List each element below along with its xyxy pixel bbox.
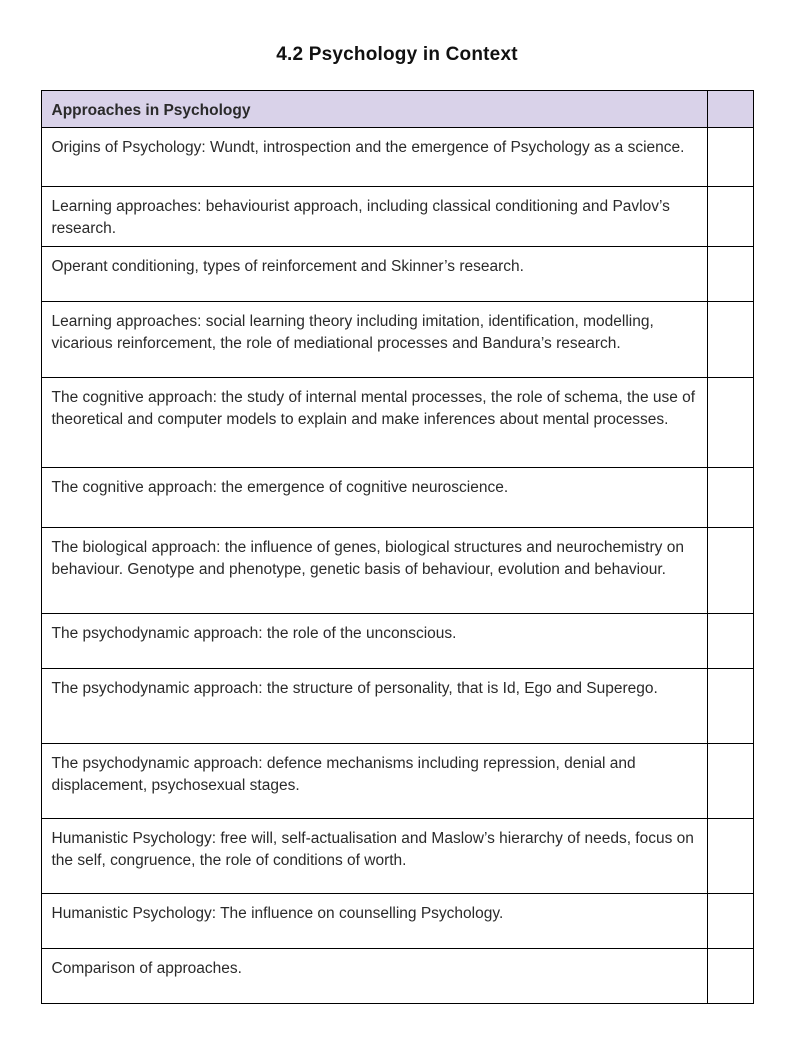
topic-cell: The psychodynamic approach: defence mechanisms including repression, denial and displacement, psychosexual stages. bbox=[41, 744, 707, 819]
table-row bbox=[41, 894, 753, 949]
table-header-row bbox=[41, 91, 753, 128]
table-row bbox=[41, 128, 753, 187]
table-row bbox=[41, 744, 753, 819]
topic-cell: Comparison of approaches. bbox=[41, 949, 707, 1004]
table-header-check-cell bbox=[707, 91, 753, 128]
table-row bbox=[41, 614, 753, 669]
check-cell bbox=[707, 247, 753, 302]
check-cell bbox=[707, 378, 753, 468]
table-row bbox=[41, 528, 753, 614]
topic-cell: Humanistic Psychology: The influence on counselling Psychology. bbox=[41, 894, 707, 949]
topic-cell: The biological approach: the influence of genes, biological structures and neurochemistry on behaviour. Genotype and phenotype, genetic basis of behaviour, evolution and behaviour. bbox=[41, 528, 707, 614]
check-cell bbox=[707, 468, 753, 528]
table-row bbox=[41, 247, 753, 302]
table-body bbox=[41, 128, 753, 1004]
check-cell bbox=[707, 302, 753, 378]
checklist-table bbox=[41, 90, 754, 1004]
topic-cell: Learning approaches: behaviourist approach, including classical conditioning and Pavlov’s research. bbox=[41, 187, 707, 247]
check-cell bbox=[707, 949, 753, 1004]
check-cell bbox=[707, 528, 753, 614]
check-cell bbox=[707, 187, 753, 247]
table-row bbox=[41, 669, 753, 744]
check-cell bbox=[707, 128, 753, 187]
check-cell bbox=[707, 894, 753, 949]
topic-cell: The cognitive approach: the emergence of cognitive neuroscience. bbox=[41, 468, 707, 528]
topic-cell: Origins of Psychology: Wundt, introspection and the emergence of Psychology as a science. bbox=[41, 128, 707, 187]
topic-cell: Learning approaches: social learning theory including imitation, identification, modelling, vicarious reinforcement, the role of mediational processes and Bandura’s research. bbox=[41, 302, 707, 378]
check-cell bbox=[707, 614, 753, 669]
check-cell bbox=[707, 819, 753, 894]
topic-cell: Operant conditioning, types of reinforcement and Skinner’s research. bbox=[41, 247, 707, 302]
table-row bbox=[41, 378, 753, 468]
table-row bbox=[41, 949, 753, 1004]
topic-cell: Humanistic Psychology: free will, self-actualisation and Maslow’s hierarchy of needs, focus on the self, congruence, the role of conditions of worth. bbox=[41, 819, 707, 894]
page-title: 4.2 Psychology in Context bbox=[276, 44, 518, 65]
table-row bbox=[41, 302, 753, 378]
check-cell bbox=[707, 744, 753, 819]
topic-cell: The cognitive approach: the study of internal mental processes, the role of schema, the use of theoretical and computer models to explain and make inferences about mental processes. bbox=[41, 378, 707, 468]
table-row bbox=[41, 468, 753, 528]
check-cell bbox=[707, 669, 753, 744]
table-header-label: Approaches in Psychology bbox=[41, 91, 707, 128]
topic-cell: The psychodynamic approach: the structure of personality, that is Id, Ego and Superego. bbox=[41, 669, 707, 744]
table-row bbox=[41, 187, 753, 247]
topic-cell: The psychodynamic approach: the role of the unconscious. bbox=[41, 614, 707, 669]
table-row bbox=[41, 819, 753, 894]
